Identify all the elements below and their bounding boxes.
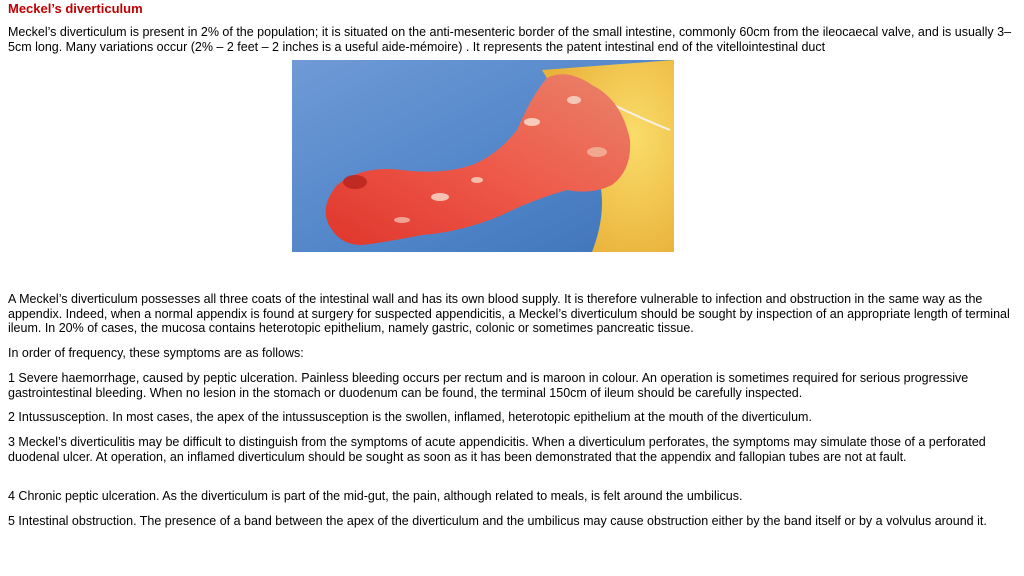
symptoms-intro: In order of frequency, these symptoms are as follows: [8,346,304,360]
symptom-item: 2 Intussusception. In most cases, the apex of the intussusception is the swollen, inflamed, heterotopic epithelium at the mouth of the diverticulum. [8,410,812,424]
intro-paragraph: Meckel’s diverticulum is present in 2% of the population; it is situated on the anti-mesenteric border of the small intestine, commonly 60cm from the ileocaecal valve, and is usually 3–5cm long. Many variations occur (2% – 2 feet – 2 inches is a useful aide-mémoire) . It represents the patent intestinal end of the vitellointestinal duct [8,25,1012,54]
diverticulum-photo [292,60,674,252]
symptom-item: 3 Meckel’s diverticulitis may be difficult to distinguish from the symptoms of acute appendicitis. When a diverticulum perforates, the symptoms may simulate those of a perforated duodenal ulcer. At operation, an inflamed diverticulum should be sought as soon as it has been demonstrated that the appendix and fallopian tubes are not at fault. [8,435,986,464]
symptom-item: 4 Chronic peptic ulceration. As the diverticulum is part of the mid-gut, the pain, although related to meals, is felt around the umbilicus. [8,489,743,503]
symptom-item: 5 Intestinal obstruction. The presence of a band between the apex of the diverticulum and the umbilicus may cause obstruction either by the band itself or by a volvulus around it. [8,514,987,528]
page-title: Meckel’s diverticulum [8,1,143,16]
coats-paragraph: A Meckel’s diverticulum possesses all three coats of the intestinal wall and has its own blood supply. It is therefore vulnerable to infection and obstruction in the same way as the appendix. Indeed, when a normal appendix is found at surgery for suspected appendicitis, a Meckel’s diverticulum should be sought by inspection of an appropriate length of terminal ileum. In 20% of cases, the mucosa contains heterotopic epithelium, namely gastric, colonic or sometimes pancreatic tissue. [8,292,1010,335]
symptom-item: 1 Severe haemorrhage, caused by peptic ulceration. Painless bleeding occurs per rectum and is maroon in colour. An operation is sometimes required for serious progressive gastrointestinal bleeding. When no lesion in the stomach or duodenum can be found, the terminal 150cm of ileum should be carefully inspected. [8,371,969,400]
